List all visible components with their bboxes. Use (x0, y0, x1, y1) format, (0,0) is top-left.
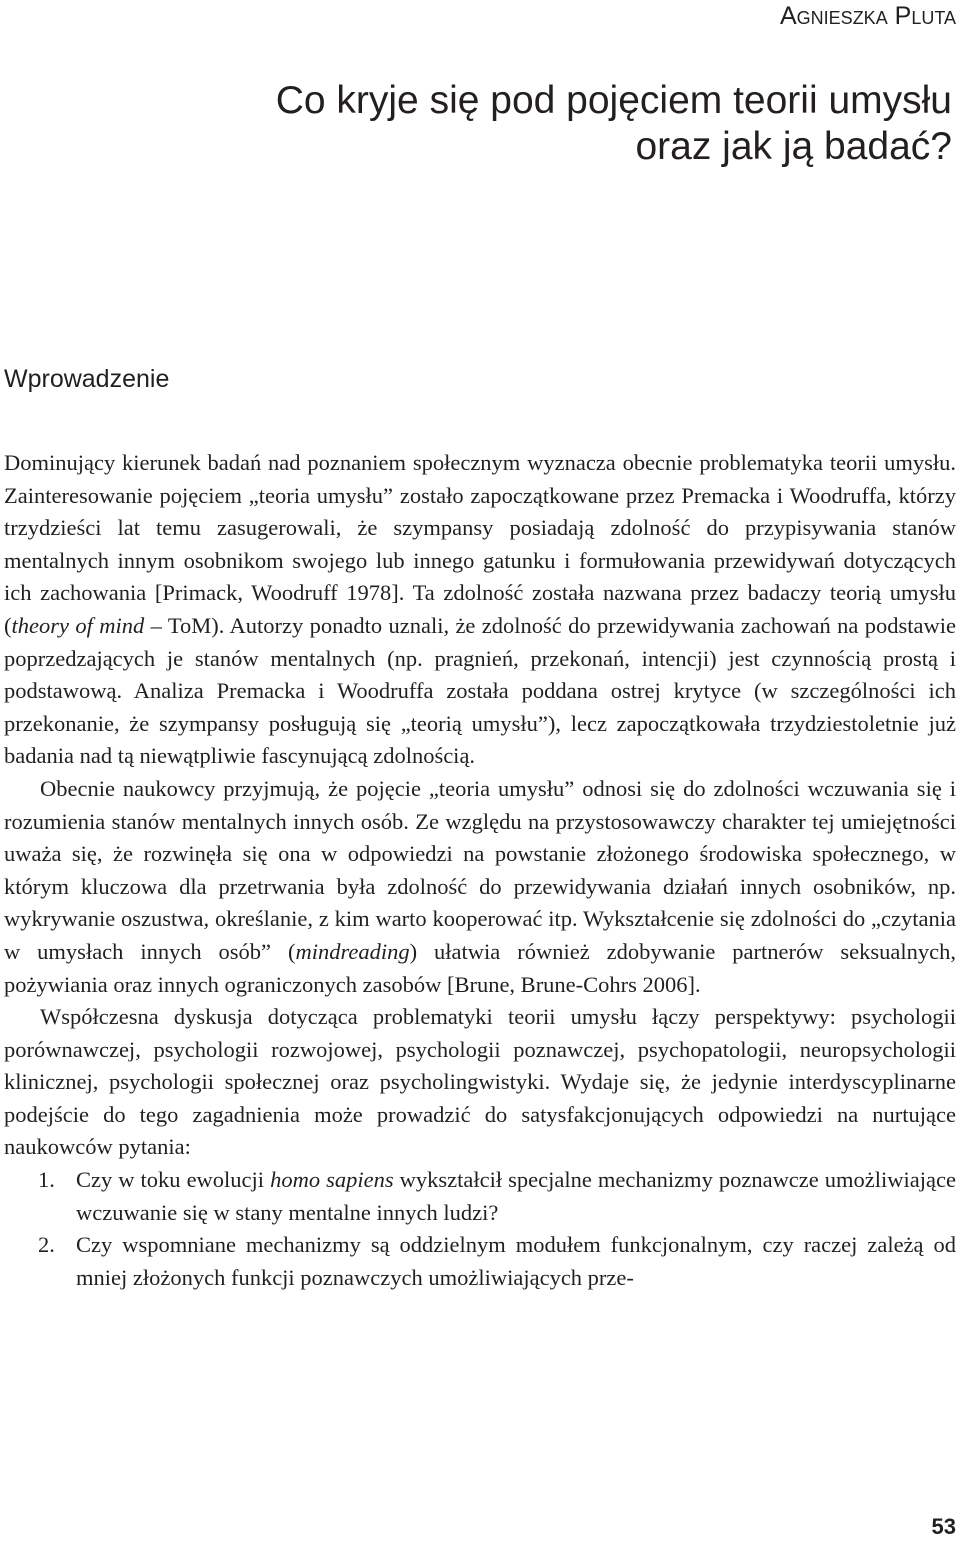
text-run: Czy w toku ewolucji (76, 1167, 271, 1193)
page-number: 53 (931, 1514, 956, 1539)
italic-term: mindreading (295, 938, 410, 964)
italic-term: homo sapiens (270, 1167, 394, 1193)
running-header-author: Agnieszka Pluta (780, 2, 956, 30)
text-run: ) ułatwia również zdobywanie partnerów seksualnych, pożywiania oraz innych ograniczonych zasobów [Brune, Brune-Cohrs 2006]. (4, 938, 956, 997)
list-item-number: 1. (38, 1167, 55, 1193)
text-run: – ToM). Autorzy ponadto uznali, że zdolność do przewidywania zachowań na podstawie poprzedzających je stanów mentalnych (np. pragnień, przekonań, intencji) jest czynnością prostą i podstawową. Analiza Premacka i Woodruffa została poddana ostrej krytyce (w szczególności ich przekonanie, że szympansy posługują się „teorią umysłu”), lecz zapoczątkowała trzydziestoletnie już badania nad tą niewątpliwie fascynującą zdolnością. (4, 612, 956, 769)
paragraph (4, 447, 956, 773)
chapter-title-line-1: Co kryje się pod pojęciem teorii umysłu (275, 79, 952, 122)
text-run: wykształcił specjalne mechanizmy poznawcze umożliwiające wczuwanie się w stany mentalne innych ludzi? (76, 1167, 956, 1225)
paragraph (4, 773, 956, 1001)
chapter-title (276, 78, 952, 170)
section-heading: Wprowadzenie (4, 365, 170, 393)
text-run: Czy wspomniane mechanizmy są oddzielnym modułem funkcjonalnym, czy raczej zależą od mniej złożonych funkcji poznawczych umożliwiających prze- (76, 1232, 956, 1290)
list-item-text (76, 1167, 956, 1225)
list-item (4, 1164, 956, 1229)
text-run: Dominujący kierunek badań nad poznaniem społecznym wyznacza obecnie problematyka teorii umysłu. Zainteresowanie pojęciem „teoria umysłu” zostało zapoczątkowane przez Premacka i Woodruffa, którzy trzydzieści lat temu zasugerowali, że szympansy posiadają zdolność do przypisywania stanów mentalnych innym osobnikom swojego lub innego gatunku i formułowania przewidywań dotyczących ich zachowania [Primack, Woodruff 1978]. Ta zdolność została nazwana przez badaczy teorią umysłu ( (4, 450, 956, 638)
paragraph (4, 1001, 956, 1164)
italic-term: theory of mind (11, 612, 145, 638)
text-run: Współczesna dyskusja dotycząca problematyki teorii umysłu łączy perspektywy: psychologii porównawczej, psychologii rozwojowej, psychologii poznawczej, psychopatologii, neuropsychologii klinicznej, psychologii społecznej oraz psycholingwistyki. Wydaje się, że jedynie interdyscyplinarne podejście do tego zagadnienia może prowadzić do satysfakcjonujących odpowiedzi na nurtujące naukowców pytania: (4, 1004, 956, 1160)
chapter-title-line-2: oraz jak ją badać? (635, 125, 952, 168)
list-item-number: 2. (38, 1232, 55, 1258)
question-list (4, 1164, 956, 1294)
list-item-text (76, 1232, 956, 1290)
body-text (4, 447, 956, 1294)
list-item (4, 1229, 956, 1294)
text-run: Obecnie naukowcy przyjmują, że pojęcie „teoria umysłu” odnosi się do zdolności wczuwania się i rozumienia stanów mentalnych innych osób. Ze względu na przystosowawczy charakter tej umiejętności uważa się, że rozwinęła się ona w odpowiedzi na powstanie złożonego środowiska społecznego, w którym kluczowa dla przetrwania była zdolność do przewidywania działań innych osobników, np. wykrywanie oszustwa, określanie, z kim warto kooperować itp. Wykształcenie się zdolności do „czytania w umysłach innych osób” ( (4, 775, 956, 964)
